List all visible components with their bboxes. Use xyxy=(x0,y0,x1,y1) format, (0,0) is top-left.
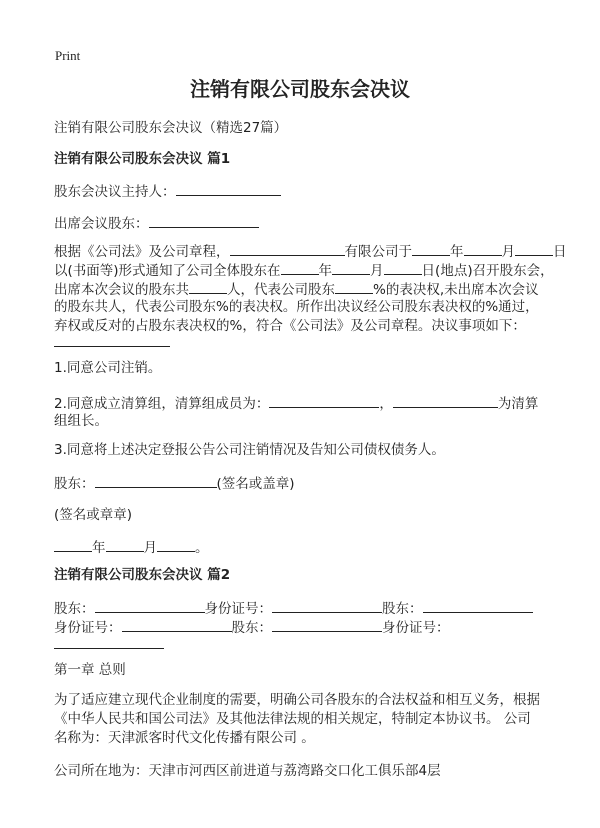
divider xyxy=(54,648,164,649)
text: 月 xyxy=(501,244,515,260)
text: 年 xyxy=(450,244,464,260)
text: 身份证号： xyxy=(204,601,272,617)
blank xyxy=(393,393,498,408)
text: 的股东共人，代表公司股东%的表决权。所作出决议经公司股东表决权的%通过， xyxy=(54,299,539,315)
text: 年 xyxy=(318,263,333,279)
text: 日(地点)召开股东会， xyxy=(421,263,554,279)
text: 月 xyxy=(370,263,384,279)
host-label: 股东会决议主持人： xyxy=(54,184,176,200)
text: 2.同意成立清算组，清算组成员为： xyxy=(54,396,270,412)
shareholder-row-1 xyxy=(54,598,533,619)
text: 身份证号： xyxy=(54,620,122,636)
blank xyxy=(189,279,227,294)
address-line: 公司所在地为：天津市河西区前进道与荔湾路交口化工俱乐部4层 xyxy=(54,763,441,779)
divider xyxy=(54,346,170,347)
section-heading-2: 注销有限公司股东会决议 篇2 xyxy=(54,567,231,583)
item-2-cont: 组组长。 xyxy=(54,413,108,429)
para-line: 《中华人民共和国公司法》及其他法律法规的相关规定，特制定本协议书。 公司 xyxy=(54,711,531,727)
text: 身份证号： xyxy=(382,620,450,636)
blank xyxy=(515,241,553,256)
print-link[interactable]: Print xyxy=(55,48,81,63)
shareholder-row-2 xyxy=(54,617,450,638)
page-title: 注销有限公司股东会决议 xyxy=(190,77,410,101)
sign-line: (签名或章章) xyxy=(54,507,133,523)
attendees-blank xyxy=(149,213,259,228)
blank xyxy=(412,241,450,256)
item-3: 3.同意将上述决定登报公告公司注销情况及告知公司债权债务人。 xyxy=(54,442,445,458)
text: (签名或盖章) xyxy=(216,476,295,492)
blank xyxy=(54,537,92,552)
date-line xyxy=(54,537,209,558)
text: 月 xyxy=(143,540,157,556)
para-line: 为了适应建立现代企业制度的需要，明确公司各股东的合法权益和相互义务，根据 xyxy=(54,692,540,708)
blank xyxy=(272,617,382,632)
text: 股东： xyxy=(231,620,272,636)
text: 有限公司于 xyxy=(344,244,412,260)
chapter-heading: 第一章 总则 xyxy=(54,662,126,678)
blank xyxy=(335,279,373,294)
text: 股东： xyxy=(54,601,95,617)
text: 出席本次会议的股东共 xyxy=(54,282,189,298)
text: 弃权或反对的占股东表决权的%，符合《公司法》及公司章程。决议事项如下： xyxy=(54,318,526,334)
blank xyxy=(281,260,319,275)
text: 日 xyxy=(553,244,567,260)
text: 为清算 xyxy=(497,396,539,412)
blank xyxy=(106,537,144,552)
text: 股东： xyxy=(54,476,95,492)
blank xyxy=(230,241,345,256)
blank xyxy=(423,598,533,613)
blank xyxy=(464,241,502,256)
para-line: 名称为：天津派客时代文化传播有限公司 。 xyxy=(54,730,315,746)
blank xyxy=(272,598,382,613)
text: 根据《公司法》及公司章程， xyxy=(54,244,230,260)
text: 以(书面等)形式通知了公司全体股东在 xyxy=(54,263,281,279)
blank xyxy=(95,598,205,613)
blank xyxy=(269,393,379,408)
shareholder-signature xyxy=(54,473,295,494)
item-1: 1.同意公司注销。 xyxy=(54,360,162,376)
blank xyxy=(95,473,217,488)
blank xyxy=(157,537,195,552)
host-blank xyxy=(176,181,281,196)
blank xyxy=(332,260,370,275)
section-heading-1: 注销有限公司股东会决议 篇1 xyxy=(54,151,231,167)
attendees-line xyxy=(54,213,259,234)
host-line xyxy=(54,181,281,202)
text: 。 xyxy=(195,540,209,556)
blank xyxy=(384,260,422,275)
item-2 xyxy=(54,393,538,414)
attendees-label: 出席会议股东： xyxy=(54,216,149,232)
text: 人，代表公司股东 xyxy=(227,282,335,298)
text: 年 xyxy=(92,540,106,556)
text: ， xyxy=(379,396,393,412)
blank xyxy=(122,617,232,632)
text: 股东： xyxy=(382,601,423,617)
text: %的表决权,未出席本次会议 xyxy=(373,282,539,298)
subtitle: 注销有限公司股东会决议（精选27篇） xyxy=(54,120,288,136)
